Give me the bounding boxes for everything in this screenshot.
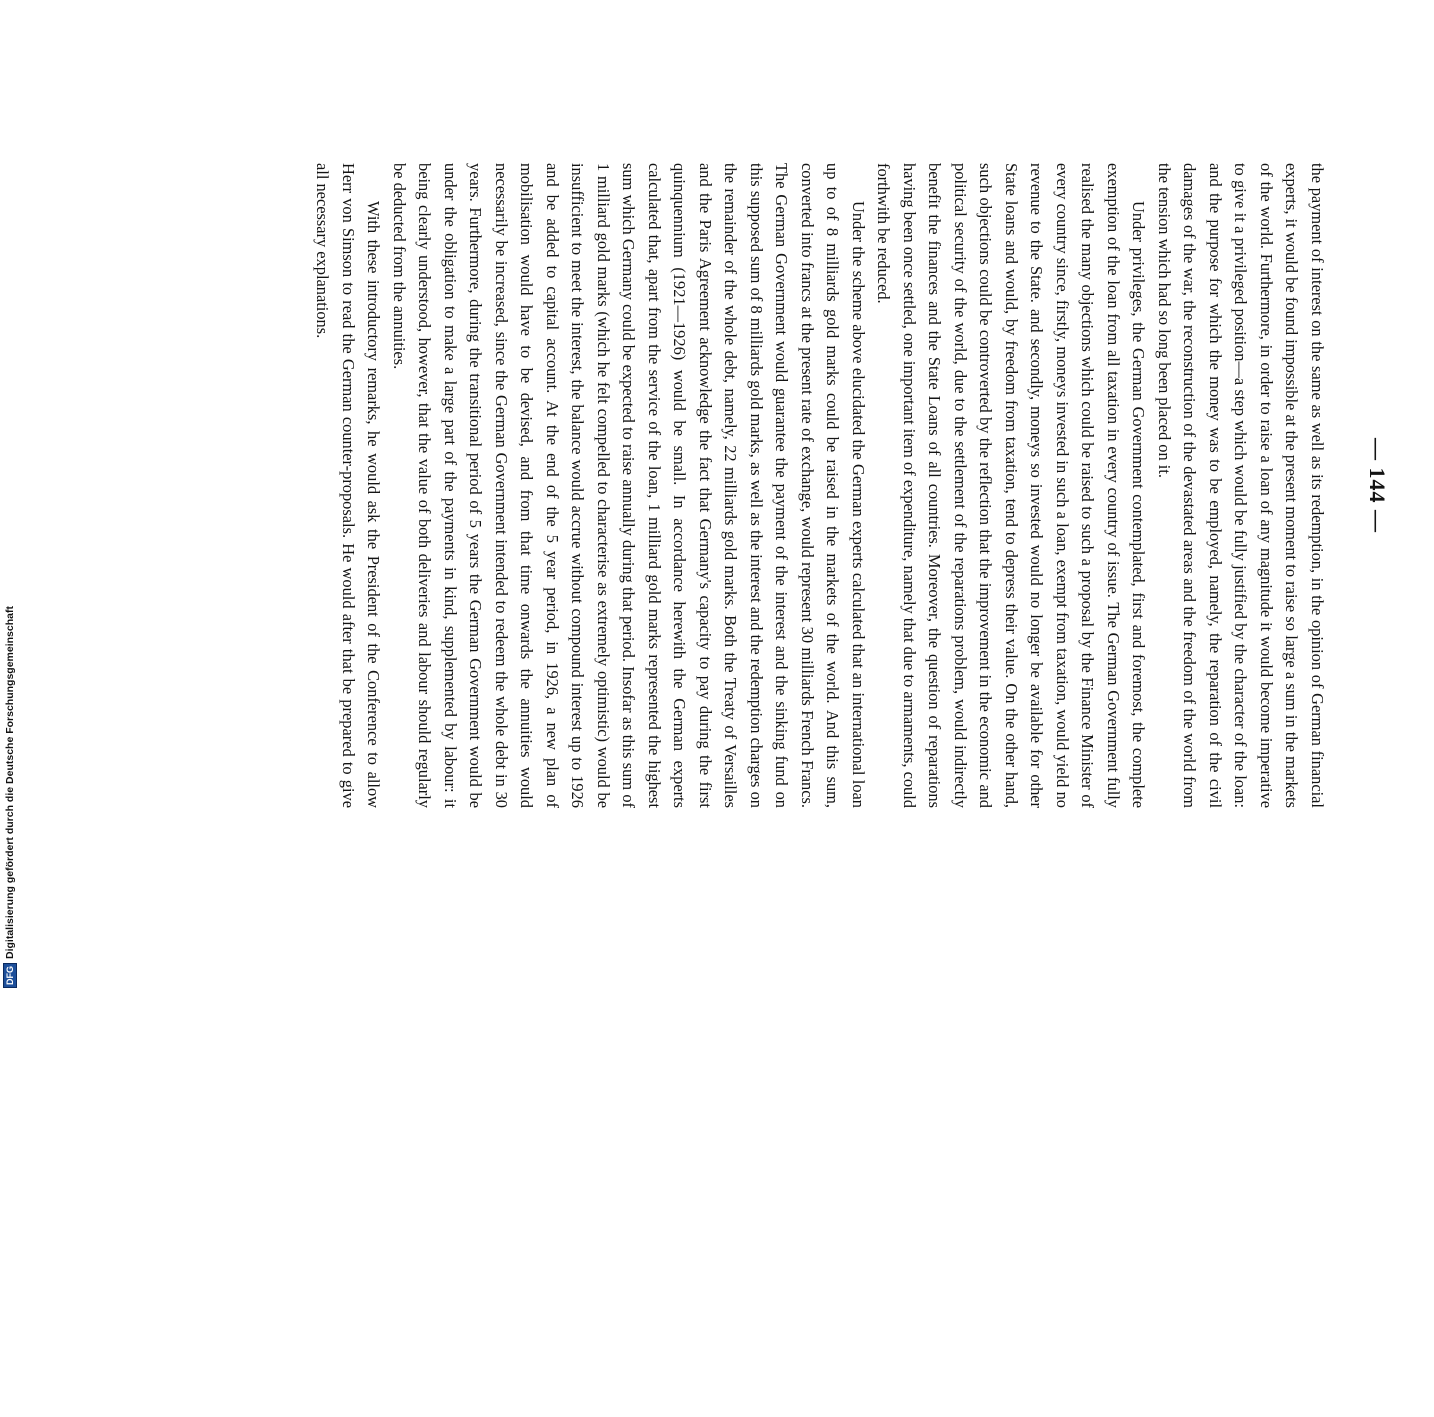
rotated-page — [313, 163, 1390, 1417]
digitisation-credit — [3, 606, 17, 988]
paragraph-4: With these introductory remarks, he would ask the President of the Conference to allow Herr von Simson to read the German counter-proposals. He would after that be prepared to give all necessary explanations. — [313, 163, 384, 808]
page-number: — 144 — — [1365, 438, 1390, 533]
body-text — [310, 163, 1330, 808]
paragraph-3: Under the scheme above elucidated the German experts calculated that an international loan up to of 8 milliards gold marks could be raised in the markets of the world. And this sum, converted into francs at the present rate of exchange, would represent 30 milliards French Francs. The German Government would guarantee the payment of the interest and the sinking fund on this supposed sum of 8 milliards gold marks, as well as the interest and the redemption charges on the remainder of the whole debt, namely, 22 milliards gold marks. Both the Treaty of Versailles and the Paris Agreement acknowledge the fact that Germany's capacity to pay during the first quinquennium (1921—1926) would be small. In accordance herewith the German experts calculated that, apart from the service of the loan, 1 milliard gold marks represented the highest sum which Germany could be expected to raise annually during that period. Insofar as this sum of 1 milliard gold marks (which he felt compelled to characterise as extremely optimistic) would be insufficient to meet the interest, the balance would accrue without compound interest up to 1926 and be added to capital account. At the end of the 5 year period, in 1926, a new plan of mobilisation would have to be devised, and from that time onwards the annuities would necessarily be increased, since the German Government intended to redeem the whole debt in 30 years. Furthermore, during the transitional period of 5 years the German Government would be under the obligation to make a large part of the payments in kind, supplemented by labour: it being clearly understood, however, that the value of both deliveries and labour should regularly be deducted from the annuities. — [390, 163, 868, 808]
credit-text: Digitalisierung gefördert durch die Deutsche Forschungsgemeinschaft — [4, 606, 16, 959]
paragraph-2: Under privileges, the German Government contemplated, first and foremost, the complete exemption of the loan from all taxation in every country of issue. The German Government fully realised the many objections which could be raised to such a proposal by the Finance Minister of every country since, firstly, moneys invested in such a loan, exempt from taxation, would yield no revenue to the State. and secondly, moneys so invested would no longer be available for other State loans and would, by freedom from taxation, tend to depress their value. On the other hand, such objections could be controverted by the reflection that the improvement in the economic and political security of the world, due to the settlement of the reparations problem, would indirectly benefit the finances and the State Loans of all countries. Moreover, the question of reparations having been once settled, one important item of expenditure, namely that due to armaments, could forthwith be reduced. — [874, 163, 1149, 808]
dfg-logo: DFG — [3, 963, 17, 988]
paragraph-1: the payment of interest on the same as well as its redemption, in the opinion of German financial experts, it would be found impossible at the present moment to raise so large a sum in the markets of the world. Furthermore, in order to raise a loan of any magnitude it would become imperative to give it a privileged position—a step which would be fully justified by the character of the loan: and the purpose for which the money was to be employed, namely, the reparation of the civil damages of the war, the reconstruction of the devastated areas and the freedom of the world from the tension which had so long been placed on it. — [1155, 163, 1327, 808]
